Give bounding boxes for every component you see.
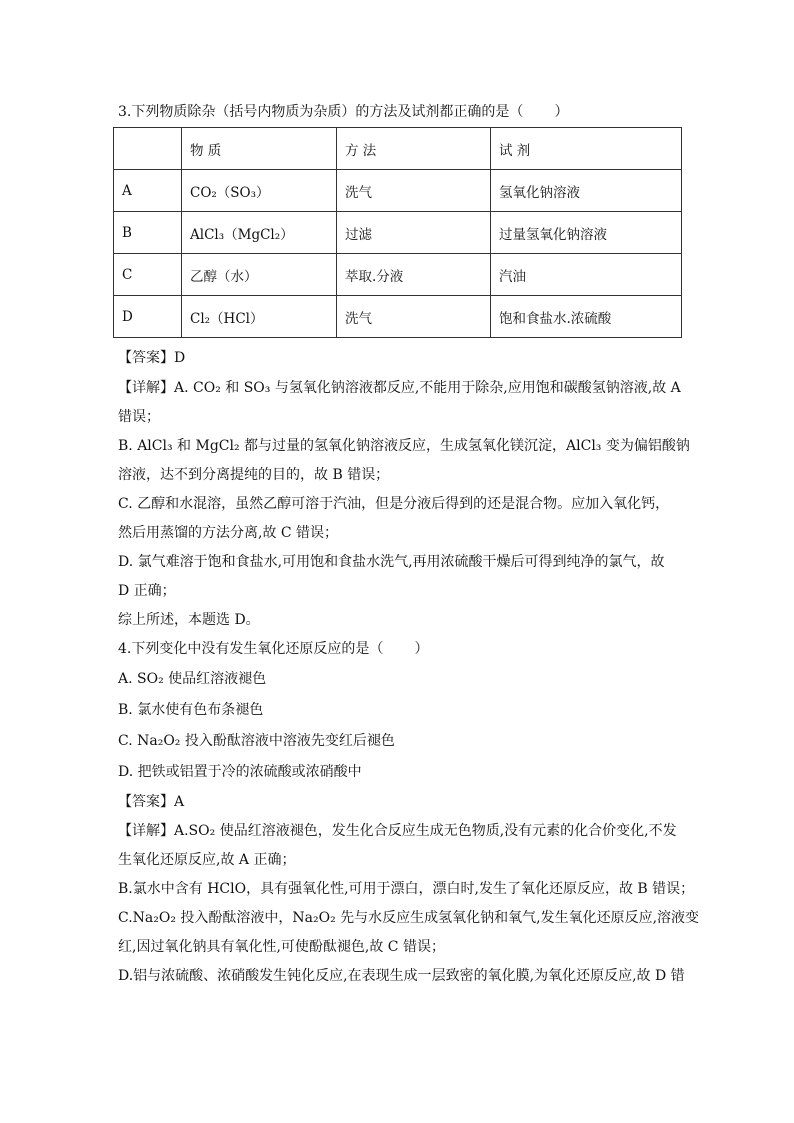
row-method: 过滤 (337, 212, 491, 254)
explanation-line: 错误； (118, 409, 160, 425)
table-row (114, 212, 682, 254)
row-substance: AlCl₃（MgCl₂） (182, 212, 337, 254)
row-label: D (114, 296, 182, 338)
row-reagent: 汽油 (491, 254, 682, 296)
question-4-answer: 【答案】A (118, 794, 185, 810)
question-4-stem: 4.下列变化中没有发生氧化还原反应的是（ ） (118, 641, 429, 657)
explanation-line: 【详解】A. CO₂ 和 SO₃ 与氢氧化钠溶液都反应,不能用于除杂,应用饱和碳酸氢钠溶液,故 A (118, 380, 681, 396)
explanation-line: D. 氯气难溶于饱和食盐水,可用饱和食盐水洗气,再用浓硫酸干燥后可得到纯净的氯气，故 (118, 554, 665, 570)
explanation-line: 生氧化还原反应,故 A 正确； (118, 852, 296, 868)
explanation-line: D 正确； (118, 583, 176, 599)
row-label: A (114, 170, 182, 212)
row-reagent: 过量氢氧化钠溶液 (491, 212, 682, 254)
header-cell-reagent: 试 剂 (491, 128, 682, 170)
explanation-line: B.氯水中含有 HClO，具有强氧化性,可用于漂白，漂白时,发生了氧化还原反应，故 B 错误； (118, 881, 695, 897)
explanation-line: 红,因过氧化钠具有氧化性,可使酚酞褪色,故 C 错误； (118, 939, 445, 955)
row-substance: 乙醇（水） (182, 254, 337, 296)
row-method: 洗气 (337, 170, 491, 212)
explanation-line: 【详解】A.SO₂ 使品红溶液褪色，发生化合反应生成无色物质,没有元素的化合价变化,不发 (118, 823, 677, 839)
row-substance: Cl₂（HCl） (182, 296, 337, 338)
choice-b: B. 氯水使有色布条褪色 (118, 702, 264, 718)
question-3-answer: 【答案】D (118, 350, 186, 366)
row-label: B (114, 212, 182, 254)
explanation-line: D.铝与浓硫酸、浓硝酸发生钝化反应,在表现生成一层致密的氧化膜,为氧化还原反应,故 D 错 (118, 968, 685, 984)
explanation-line: 综上所述，本题选 D。 (118, 612, 260, 628)
explanation-line: 溶液，达不到分离提纯的目的，故 B 错误； (118, 467, 390, 483)
answers-section (118, 344, 700, 991)
explanation-line: C.Na₂O₂ 投入酚酞溶液中，Na₂O₂ 先与水反应生成氢氧化钠和氧气,发生氧化还原反应,溶液变 (118, 910, 700, 926)
header-cell-substance: 物 质 (182, 128, 337, 170)
question-4-choices (118, 664, 684, 788)
choice-d: D. 把铁或铝置于冷的浓硫酸或浓硝酸中 (118, 764, 362, 780)
row-method: 萃取.分液 (337, 254, 491, 296)
header-cell-blank (114, 128, 182, 170)
table-row (114, 254, 682, 296)
table-row (114, 296, 682, 338)
explanation-line: B. AlCl₃ 和 MgCl₂ 都与过量的氢氧化钠溶液反应，生成氢氧化镁沉淀，AlCl₃ 变为偏铝酸钠 (118, 438, 690, 454)
explanation-line: 然后用蒸馏的方法分离,故 C 错误； (118, 525, 339, 541)
row-reagent: 饱和食盐水.浓硫酸 (491, 296, 682, 338)
header-cell-method: 方 法 (337, 128, 491, 170)
explanation-line: C. 乙醇和水混溶，虽然乙醇可溶于汽油，但是分液后得到的还是混合物。应加入氧化钙， (118, 496, 670, 512)
choice-a: A. SO₂ 使品红溶液褪色 (118, 671, 267, 687)
row-label: C (114, 254, 182, 296)
table-header-row (114, 128, 682, 170)
question-3-stem: 3.下列物质除杂（括号内物质为杂质）的方法及试剂都正确的是（ ） (118, 104, 569, 120)
row-method: 洗气 (337, 296, 491, 338)
impurity-removal-table (113, 127, 682, 338)
choice-c: C. Na₂O₂ 投入酚酞溶液中溶液先变红后褪色 (118, 733, 395, 749)
row-substance: CO₂（SO₃） (182, 170, 337, 212)
table-row (114, 170, 682, 212)
row-reagent: 氢氧化钠溶液 (491, 170, 682, 212)
